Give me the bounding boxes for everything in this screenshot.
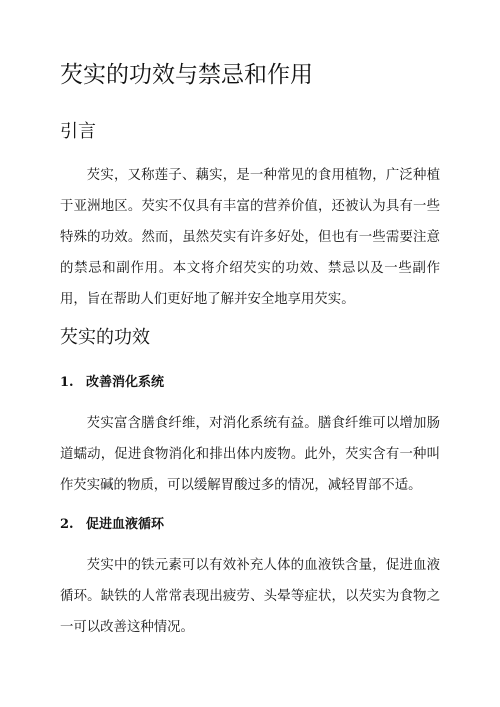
effects-heading: 芡实的功效: [60, 327, 150, 348]
document-title: 芡实的功效与禁忌和作用: [60, 62, 313, 88]
effect-number-1: 1.: [60, 375, 74, 390]
effect-title-2: 促进血液循环: [86, 517, 165, 532]
intro-heading: 引言: [60, 121, 96, 142]
effect-paragraph-1: 芡实富含膳食纤维，对消化系统有益。膳食纤维可以增加肠道蠕动，促进食物消化和排出体内废物。此外，芡实含有一种叫作芡实碱的物质，可以缓解胃酸过多的情况，减轻胃部不适。: [60, 416, 440, 493]
effect-heading-2: [60, 515, 164, 535]
intro-paragraph: 芡实，又称莲子、藕实，是一种常见的食用植物，广泛种植于亚洲地区。芡实不仅具有丰富的营养价值，还被认为具有一些特殊的功效。然而，虽然芡实有许多好处，但也有一些需要注意的禁忌和副作用。本文将介绍芡实的功效、禁忌以及一些副作用，旨在帮助人们更好地了解并安全地享用芡实。: [60, 168, 440, 307]
effect-paragraph-2: 芡实中的铁元素可以有效补充人体的血液铁含量，促进血液循环。缺铁的人常常表现出疲劳、头晕等症状，以芡实为食物之一可以改善这种情况。: [60, 558, 440, 635]
effect-title-1: 改善消化系统: [86, 375, 165, 390]
effect-heading-1: [60, 373, 164, 393]
effect-number-2: 2.: [60, 517, 74, 532]
